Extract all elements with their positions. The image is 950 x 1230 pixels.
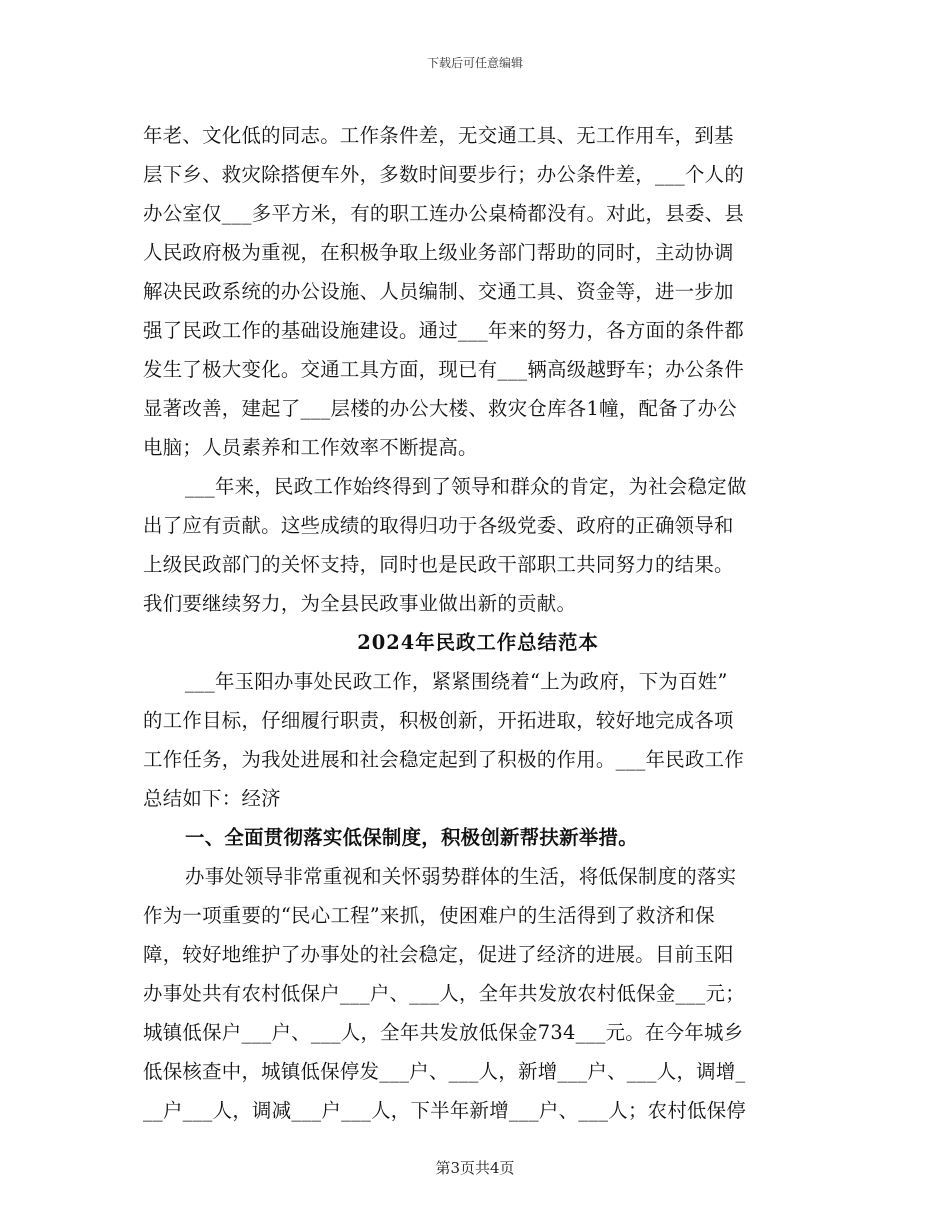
section-heading: 一、全面贯彻落实低保制度，积极创新帮扶新举措。 [185, 826, 638, 849]
paragraph-line: 层下乡、救灾除搭便车外，多数时间要步行；办公条件差，___个人的 [143, 163, 745, 186]
header-note: 下载后可任意编辑 [426, 56, 523, 70]
paragraph-line: ___年玉阳办事处民政工作，紧紧围绕着“上为政府，下为百姓” [185, 670, 728, 693]
paragraph-line: 办事处共有农村低保户___户、___人，全年共发放农村低保金___元； [143, 982, 745, 1005]
paragraph-line: 障，较好地维护了办事处的社会稳定，促进了经济的进展。目前玉阳 [143, 943, 734, 966]
paragraph-line: 总结如下：经济 [143, 787, 281, 810]
paragraph-line: 解决民政系统的办公设施、人员编制、交通工具、资金等，进一步加 [143, 280, 734, 303]
section-title: 2024年民政工作总结范本 [357, 631, 599, 654]
paragraph-line: __户___人，调减___户___人，下半年新增___户、___人；农村低保停 [143, 1099, 747, 1122]
paragraph-line: 的工作目标，仔细履行职责，积极创新，开拓进取，较好地完成各项 [143, 709, 734, 732]
paragraph-line: 年老、文化低的同志。工作条件差，无交通工具、无工作用车，到基 [143, 124, 734, 147]
paragraph-line: 作为一项重要的“民心工程”来抓，使困难户的生活得到了救济和保 [143, 904, 715, 927]
paragraph-line: 低保核查中，城镇低保停发___户、___人，新增___户、___人，调增_ [143, 1060, 746, 1083]
paragraph-line: 电脑；人员素养和工作效率不断提高。 [143, 436, 478, 459]
paragraph-line: 发生了极大变化。交通工具方面，现已有___辆高级越野车；办公条件 [143, 358, 745, 381]
paragraph-line: 出了应有贡献。这些成绩的取得归功于各级党委、政府的正确领导和 [143, 514, 734, 537]
paragraph-line: 城镇低保户___户、___人，全年共发放低保金734___元。在今年城乡 [143, 1021, 744, 1044]
paragraph-line: 显著改善，建起了___层楼的办公大楼、救灾仓库各1幢，配备了办公 [143, 397, 737, 420]
paragraph-line: 办事处领导非常重视和关怀弱势群体的生活，将低保制度的落实 [185, 865, 737, 888]
paragraph-line: 我们要继续努力，为全县民政事业做出新的贡献。 [143, 592, 577, 615]
paragraph-line: ___年来，民政工作始终得到了领导和群众的肯定，为社会稳定做 [185, 475, 747, 498]
paragraph-line: 强了民政工作的基础设施建设。通过___年来的努力，各方面的条件都 [143, 319, 745, 342]
page-number: 第3页共4页 [435, 1159, 515, 1177]
paragraph-line: 上级民政部门的关怀支持，同时也是民政干部职工共同努力的结果。 [143, 553, 734, 576]
paragraph-line: 人民政府极为重视，在积极争取上级业务部门帮助的同时，主动协调 [143, 241, 734, 264]
document-body [143, 116, 813, 1130]
paragraph-line: 工作任务，为我处进展和社会稳定起到了积极的作用。___年民政工作 [143, 748, 745, 771]
paragraph-line: 办公室仅___多平方米，有的职工连办公桌椅都没有。对此，县委、县 [143, 202, 745, 225]
